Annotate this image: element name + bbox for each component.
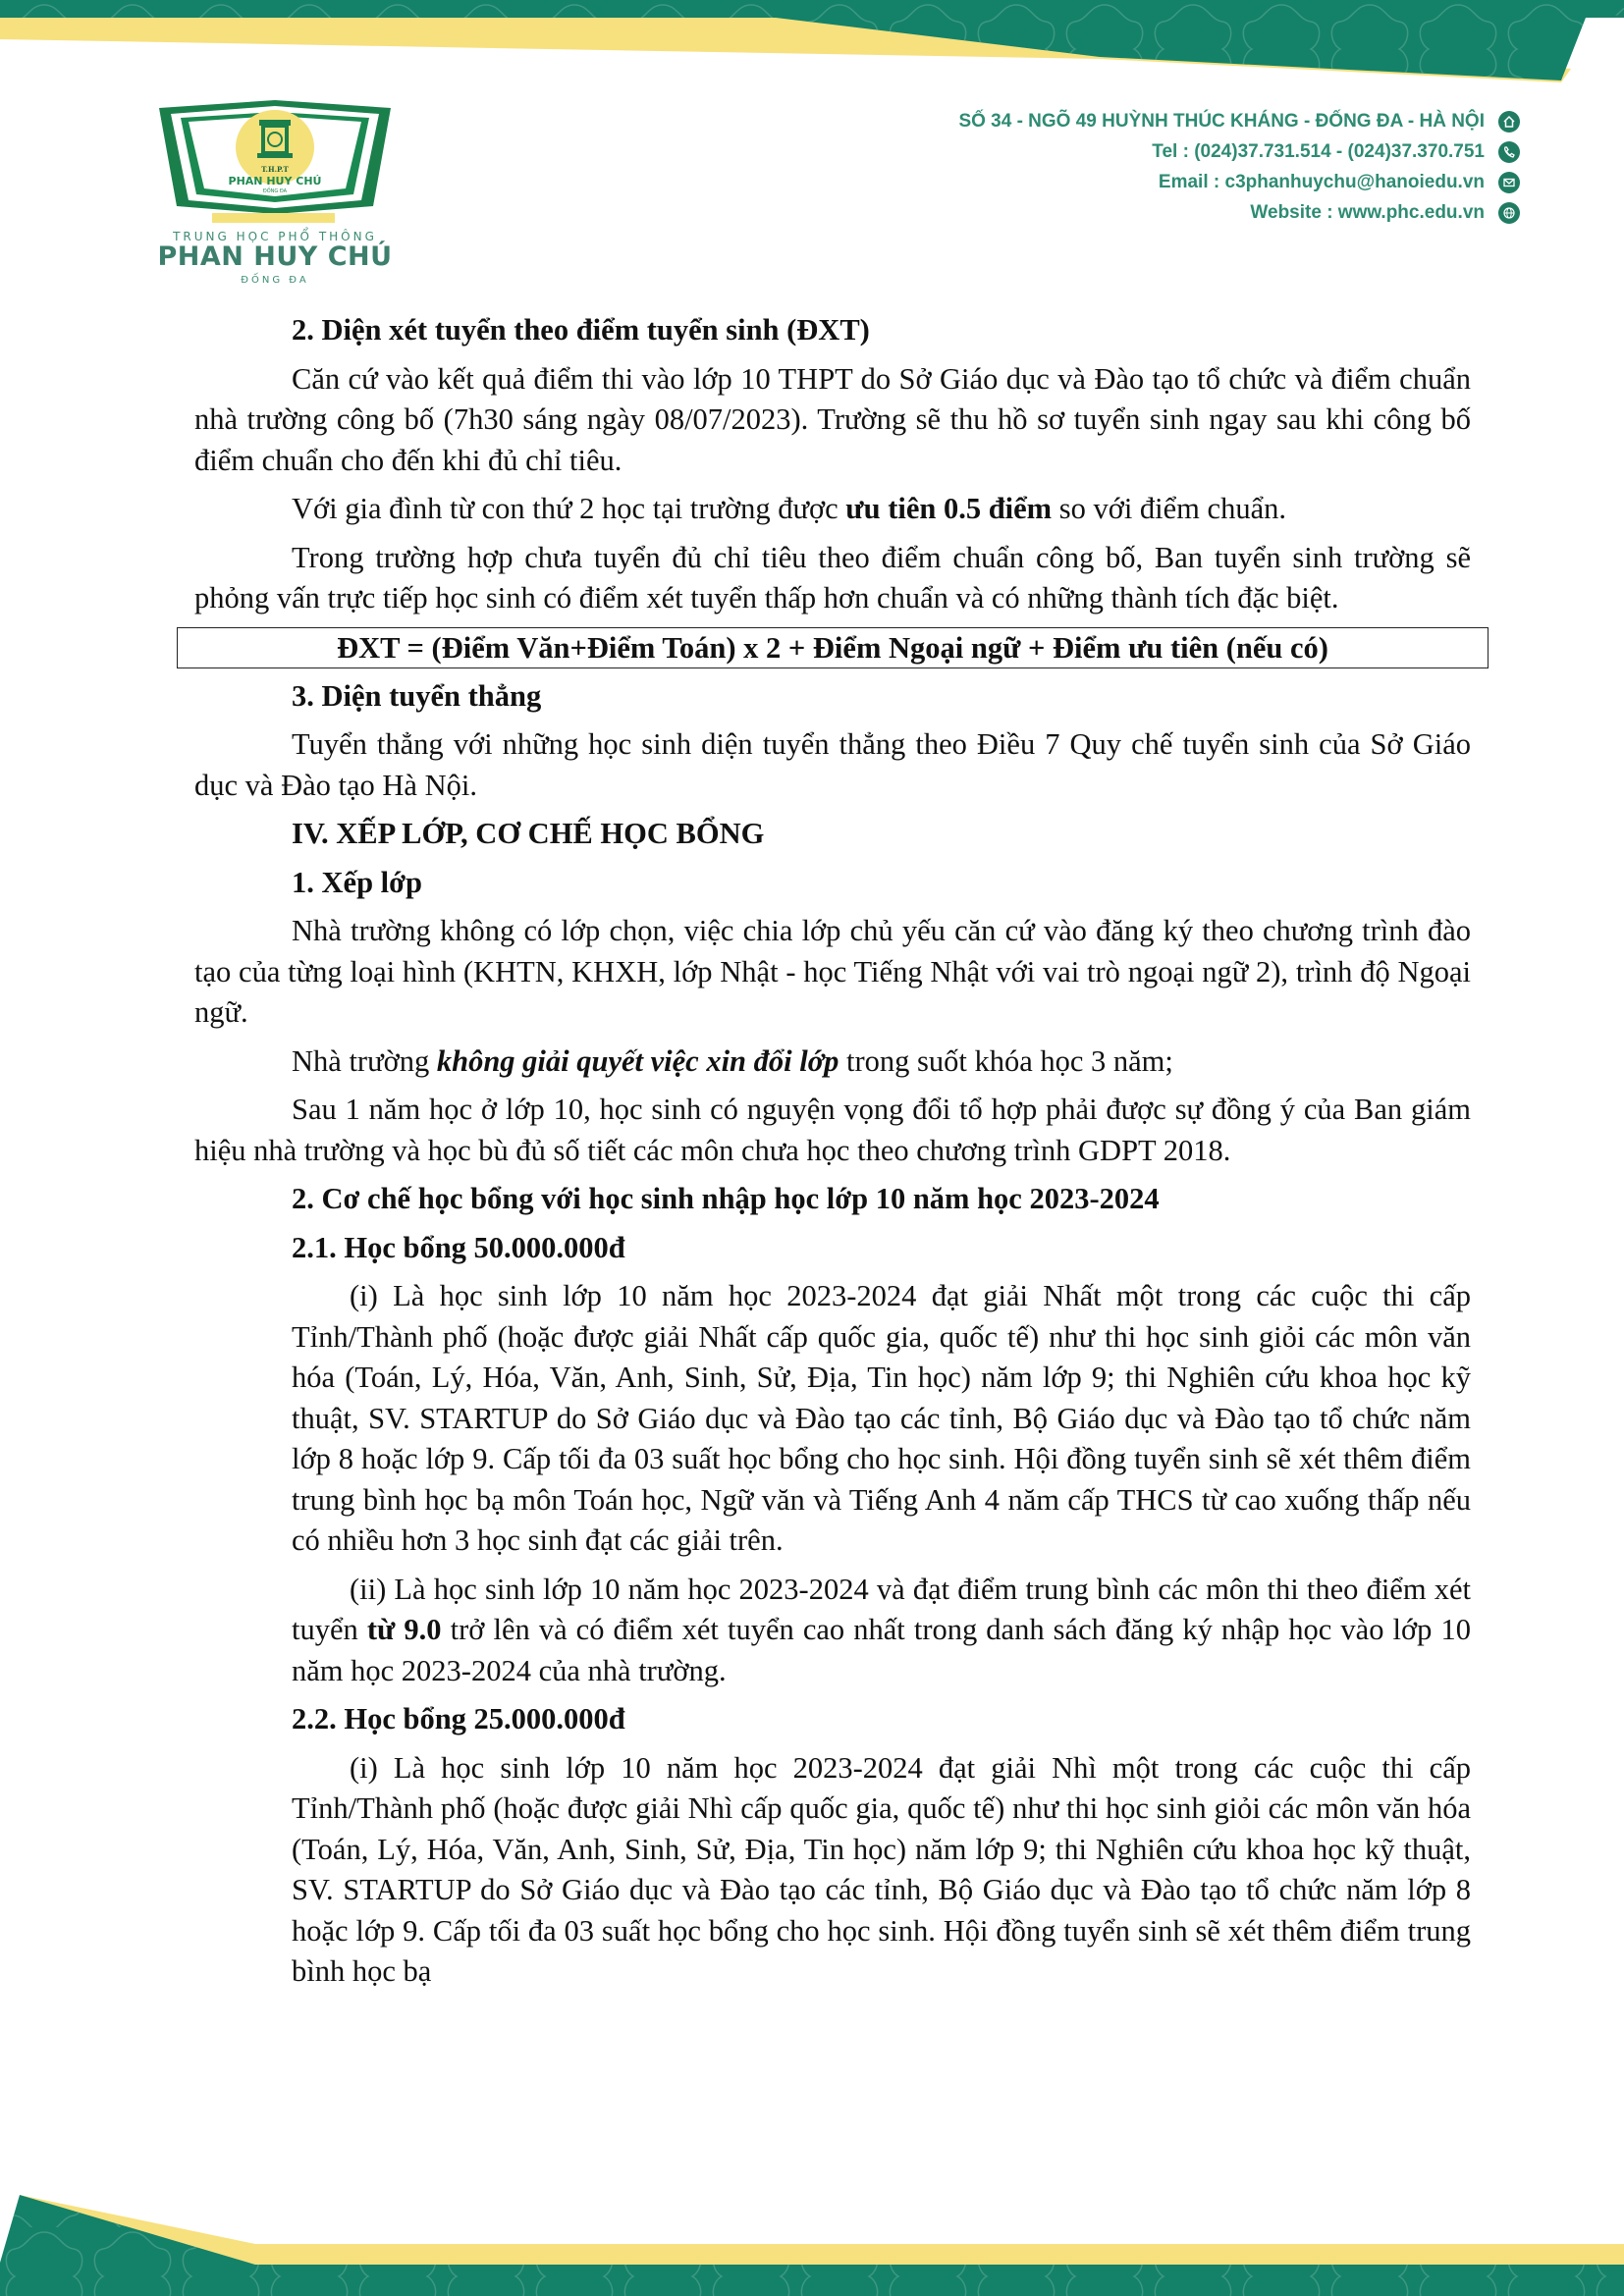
globe-icon (1498, 202, 1520, 224)
logo-subtitle: TRUNG HỌC PHỔ THÔNG (173, 230, 377, 243)
bold-text: ưu tiên 0.5 điểm (845, 492, 1053, 525)
logo-district: ĐỐNG ĐA (241, 275, 309, 286)
paragraph: Tuyển thẳng với những học sinh diện tuyển thẳng theo Điều 7 Quy chế tuyển sinh của Sở Giáo dục và Đào tạo Hà Nội. (194, 727, 1471, 802)
section-heading: 2. Diện xét tuyển theo điểm tuyển sinh (ĐXT) (292, 313, 870, 347)
logo-name: PHAN HUY CHÚ (157, 241, 393, 272)
section-heading: IV. XẾP LỚP, CƠ CHẾ HỌC BỔNG (292, 817, 765, 850)
paragraph: Trong trường hợp chưa tuyển đủ chỉ tiêu theo điểm chuẩn công bố, Ban tuyển sinh trường sẽ phỏng vấn trực tiếp học sinh có điểm xét tuyển thấp hơn chuẩn và có những thành tích đặc biệt. (194, 540, 1471, 614)
address-text: SỐ 34 - NGÕ 49 HUỲNH THÚC KHÁNG - ĐỐNG ĐA - HÀ NỘI (958, 110, 1485, 132)
contact-info (813, 106, 1520, 228)
website-text[interactable]: Website : www.phc.edu.vn (1250, 201, 1485, 223)
text-run: trong suốt khóa học 3 năm; (839, 1043, 1173, 1078)
phone-icon (1498, 141, 1520, 163)
badge-small-text: T.H.P.T (261, 165, 289, 174)
badge-district-text: ĐỐNG ĐA (262, 188, 288, 194)
text-run: (ii) Là học sinh lớp 10 năm học 2023-2024 và đạt điểm trung bình các môn thi theo điểm xét tuyển (292, 1572, 1471, 1646)
paragraph: (i) Là học sinh lớp 10 năm học 2023-2024 đạt giải Nhì một trong các cuộc thi cấp Tỉnh/Thành phố (hoặc được giải Nhì cấp quốc gia, quốc tế) như thi học sinh giỏi các môn văn hóa (Toán, Lý, Hóa, Văn, Anh, Sinh, Sử, Địa, Tin học) năm lớp 9; thi Nghiên cứu khoa học kỹ thuật, SV. STARTUP do Sở Giáo dục và Đào tạo các tỉnh, Bộ Giáo dục và Đào tạo tổ chức năm lớp 8 hoặc lớp 9. Cấp tối đa 03 suất học bổng cho học sinh. Hội đồng tuyển sinh sẽ xét thêm điểm trung bình học bạ (292, 1750, 1471, 1988)
text-run: so với điểm chuẩn. (1052, 492, 1286, 525)
document-body (194, 310, 1471, 2001)
phone-text: Tel : (024)37.731.514 - (024)37.370.751 (1152, 140, 1485, 162)
school-crest-icon (159, 98, 391, 214)
section-heading: 3. Diện tuyển thẳng (292, 678, 542, 713)
contact-email (813, 167, 1520, 197)
paragraph: Sau 1 năm học ở lớp 10, học sinh có nguyện vọng đổi tổ hợp phải được sự đồng ý của Ban giám hiệu nhà trường và học bù đủ số tiết các môn chưa học theo chương trình GDPT 2018. (194, 1093, 1471, 1167)
badge-name-text: PHAN HUY CHÚ (228, 175, 322, 187)
paragraph (194, 1041, 1471, 1083)
paragraph (292, 1570, 1471, 1692)
contact-website (813, 197, 1520, 228)
section-heading: 2.2. Học bổng 25.000.000đ (292, 1702, 625, 1735)
paragraph: Nhà trường không có lớp chọn, việc chia lớp chủ yếu căn cứ vào đăng ký theo chương trình đào tạo của từng loại hình (KHTN, KHXH, lớp Nhật - học Tiếng Nhật với vai trò ngoại ngữ 2), trình độ Ngoại ngữ. (194, 914, 1471, 1029)
bold-text: từ 9.0 (366, 1613, 442, 1646)
text-run: Với gia đình từ con thứ 2 học tại trường được (292, 492, 846, 525)
header-banner (0, 0, 1624, 88)
bold-italic-text: không giải quyết việc xin đổi lớp (436, 1043, 839, 1078)
section-heading: 1. Xếp lớp (292, 865, 422, 899)
school-logo (128, 98, 422, 286)
contact-address (813, 106, 1520, 136)
paragraph (194, 489, 1471, 530)
paragraph: Căn cứ vào kết quả điểm thi vào lớp 10 THPT do Sở Giáo dục và Đào tạo tổ chức và điểm chuẩn nhà trường công bố (7h30 sáng ngày 08/07/2023). Trường sẽ thu hồ sơ tuyển sinh ngay sau khi công bố điểm chuẩn cho đến khi đủ chỉ tiêu. (194, 361, 1471, 477)
section-heading: 2.1. Học bổng 50.000.000đ (292, 1230, 625, 1264)
footer-banner (0, 2139, 1624, 2296)
paragraph: (i) Là học sinh lớp 10 năm học 2023-2024 đạt giải Nhất một trong các cuộc thi cấp Tỉnh/Thành phố (hoặc được giải Nhất cấp quốc gia, quốc tế) như thi học sinh giỏi các môn văn hóa (Toán, Lý, Hóa, Văn, Anh, Sinh, Sử, Địa, Tin học) năm lớp 9; thi Nghiên cứu khoa học kỹ thuật, SV. STARTUP do Sở Giáo dục và Đào tạo các tỉnh, Bộ Giáo dục và Đào tạo tổ chức năm lớp 8 hoặc lớp 9. Cấp tối đa 03 suất học bổng cho học sinh. Hội đồng tuyển sinh sẽ xét thêm điểm trung bình học bạ môn Toán học, Ngữ văn và Tiếng Anh 4 năm cấp THCS từ cao xuống thấp nếu có nhiều hơn 3 học sinh đạt các giải trên. (292, 1279, 1471, 1557)
email-text[interactable]: Email : c3phanhuychu@hanoiedu.vn (1158, 171, 1485, 192)
section-heading: 2. Cơ chế học bổng với học sinh nhập học lớp 10 năm học 2023-2024 (292, 1182, 1160, 1215)
text-run: Nhà trường (292, 1043, 437, 1078)
mail-icon (1498, 172, 1520, 193)
logo-divider (212, 213, 335, 223)
formula-box: ĐXT = (Điểm Văn+Điểm Toán) x 2 + Điểm Ngoại ngữ + Điểm ưu tiên (nếu có) (177, 627, 1489, 668)
text-run: trở lên và có điểm xét tuyển cao nhất trong danh sách đăng ký nhập học vào lớp 10 năm học 2023-2024 của nhà trường. (292, 1613, 1471, 1687)
contact-phone (813, 136, 1520, 167)
home-icon (1498, 111, 1520, 133)
